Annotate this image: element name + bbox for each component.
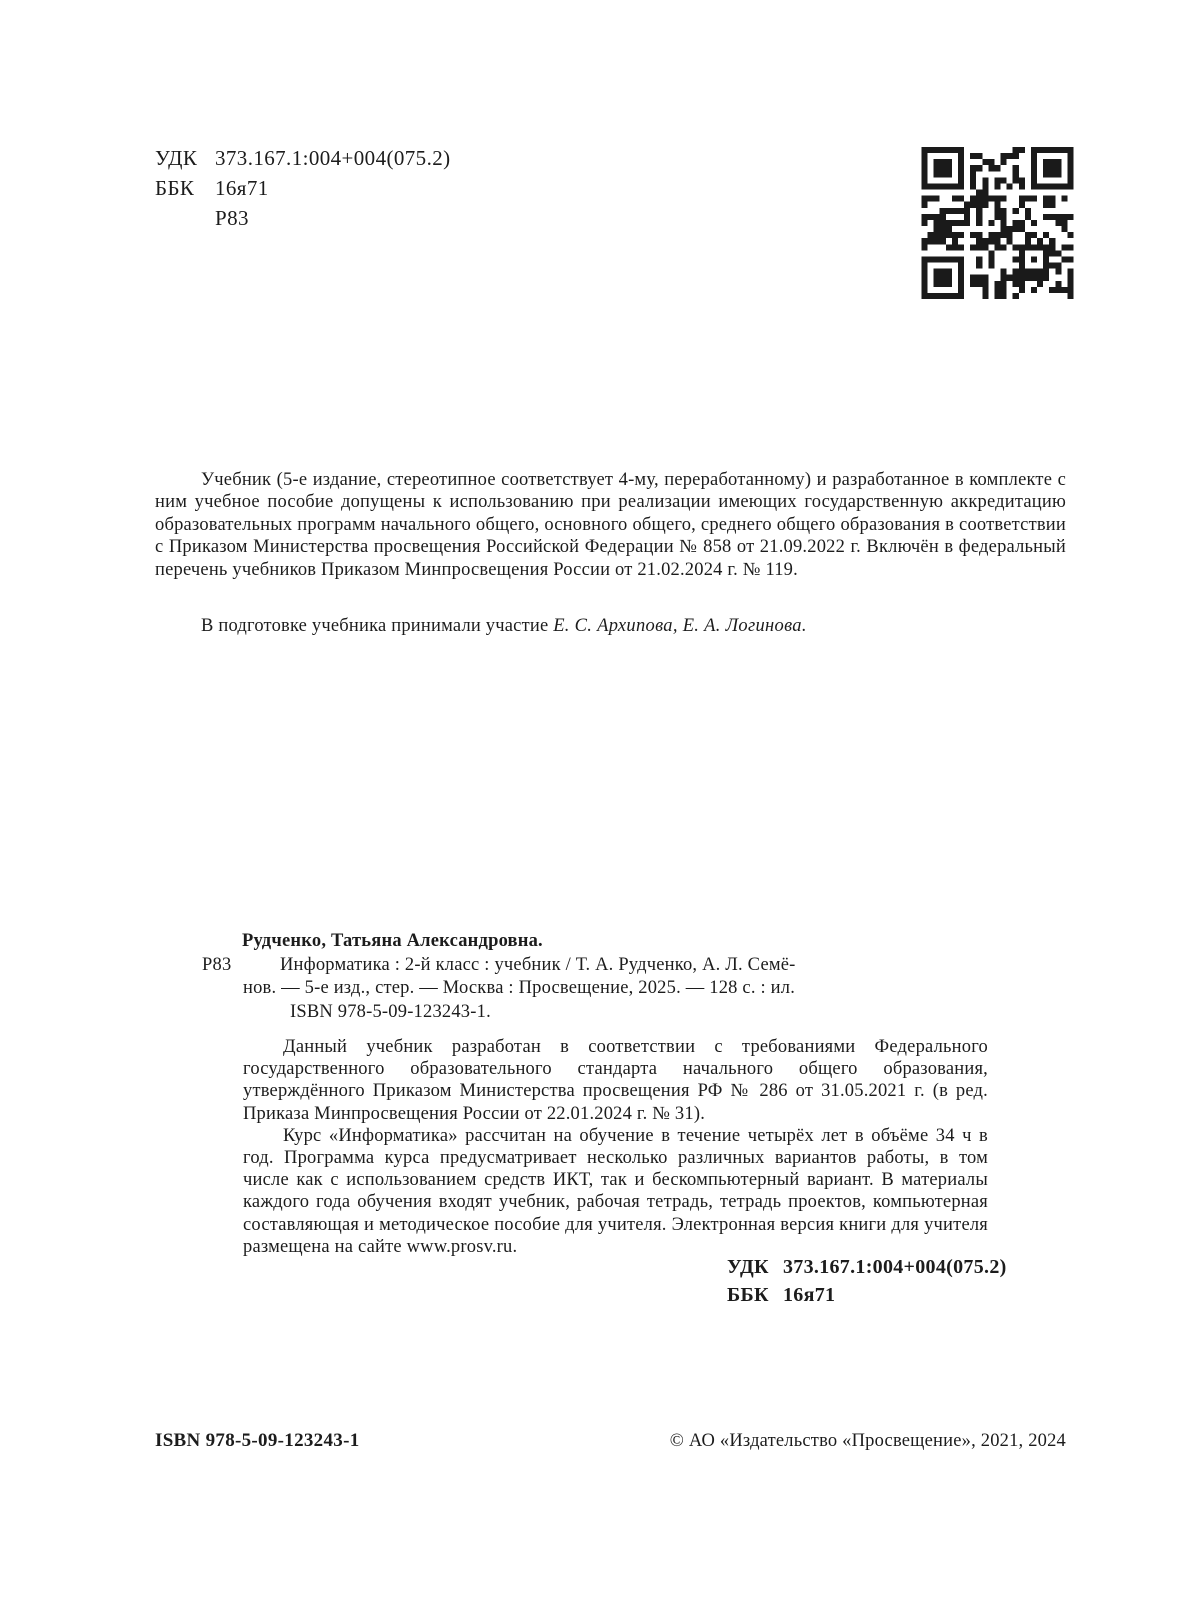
bottom-bbk-value: 16я71 — [783, 1284, 836, 1306]
participation-text: В подготовке учебника принимали участие — [201, 615, 554, 636]
bottom-catalog-codes — [727, 1253, 1007, 1309]
bibliographic-entry — [155, 930, 1015, 1024]
footer-copyright: © АО «Издательство «Просвещение», 2021, 2024 — [669, 1431, 1066, 1451]
participation-names: Е. С. Архипова, Е. А. Логинова. — [553, 615, 807, 636]
bottom-udk-value: 373.167.1:004+004(075.2) — [783, 1256, 1007, 1278]
annotation-paragraph-2: Курс «Информатика» рассчитан на обучение в течение четырёх лет в объёме 34 ч в год. Программа курса предусматривает несколько различных вариантов работы, в том числе как с использованием средств ИКТ, так и бескомпьютерный вариант. В материалы каждого года обучения входят учебник, рабочая тетрадь, тетрадь проектов, компьютерная составляющая и методическое пособие для учителя. Электронная версия книги для учителя размещена на сайте www.prosv.ru. — [243, 1125, 988, 1257]
udk-label: УДК — [155, 146, 198, 170]
bibliography-title-text: Информатика : 2-й класс : учебник / Т. А. Рудченко, А. Л. Семё- — [280, 954, 796, 975]
top-catalog-codes — [155, 143, 451, 233]
bibliography-continuation-line: нов. — 5-е изд., стер. — Москва : Просвещение, 2025. — 128 с. : ил. — [243, 978, 796, 998]
bibliography-catalog-code: Р83 — [202, 954, 232, 975]
bibliography-title-line — [155, 954, 1015, 978]
catalog-code: Р83 — [215, 206, 249, 230]
bottom-udk-label: УДК — [727, 1256, 769, 1278]
qr-code — [920, 147, 1075, 299]
bbk-value: 16я71 — [215, 176, 269, 200]
bottom-bbk-line — [727, 1281, 1007, 1309]
participation-line — [155, 615, 1066, 638]
bibliography-isbn-line: ISBN 978-5-09-123243-1. — [290, 1001, 491, 1022]
bottom-bbk-label: ББК — [727, 1284, 769, 1306]
bbk-label: ББК — [155, 176, 195, 200]
bottom-udk-line — [727, 1253, 1007, 1281]
footer-isbn: ISBN 978-5-09-123243-1 — [155, 1430, 360, 1451]
annotation-paragraph-1: Данный учебник разработан в соответствии с требованиями Федерального государственного образовательного стандарта начального общего образования, утверждённого Приказом Министерства просвещения РФ № 286 от 31.05.2021 г. (в ред. Приказа Минпросвещения России от 22.01.2024 г. № 31). — [243, 1037, 988, 1124]
udk-line — [155, 143, 451, 173]
annotation-block — [243, 1036, 988, 1258]
catalog-code-line — [155, 203, 451, 233]
bibliography-author: Рудченко, Татьяна Александровна. — [242, 931, 543, 951]
udk-value: 373.167.1:004+004(075.2) — [215, 146, 451, 170]
approval-paragraph: Учебник (5-е издание, стереотипное соответствует 4-му, переработанному) и разработанное в комплекте с ним учебное пособие допущены к использованию при реализации имеющих государственную аккредитацию образовательных программ начального общего, основного общего, среднего общего образования в соответствии с Приказом Министерства просвещения Российской Федерации № 858 от 21.09.2022 г. Включён в федеральный перечень учебников Приказом Минпросвещения России от 21.02.2024 г. № 119. — [155, 469, 1066, 580]
bbk-line — [155, 173, 451, 203]
